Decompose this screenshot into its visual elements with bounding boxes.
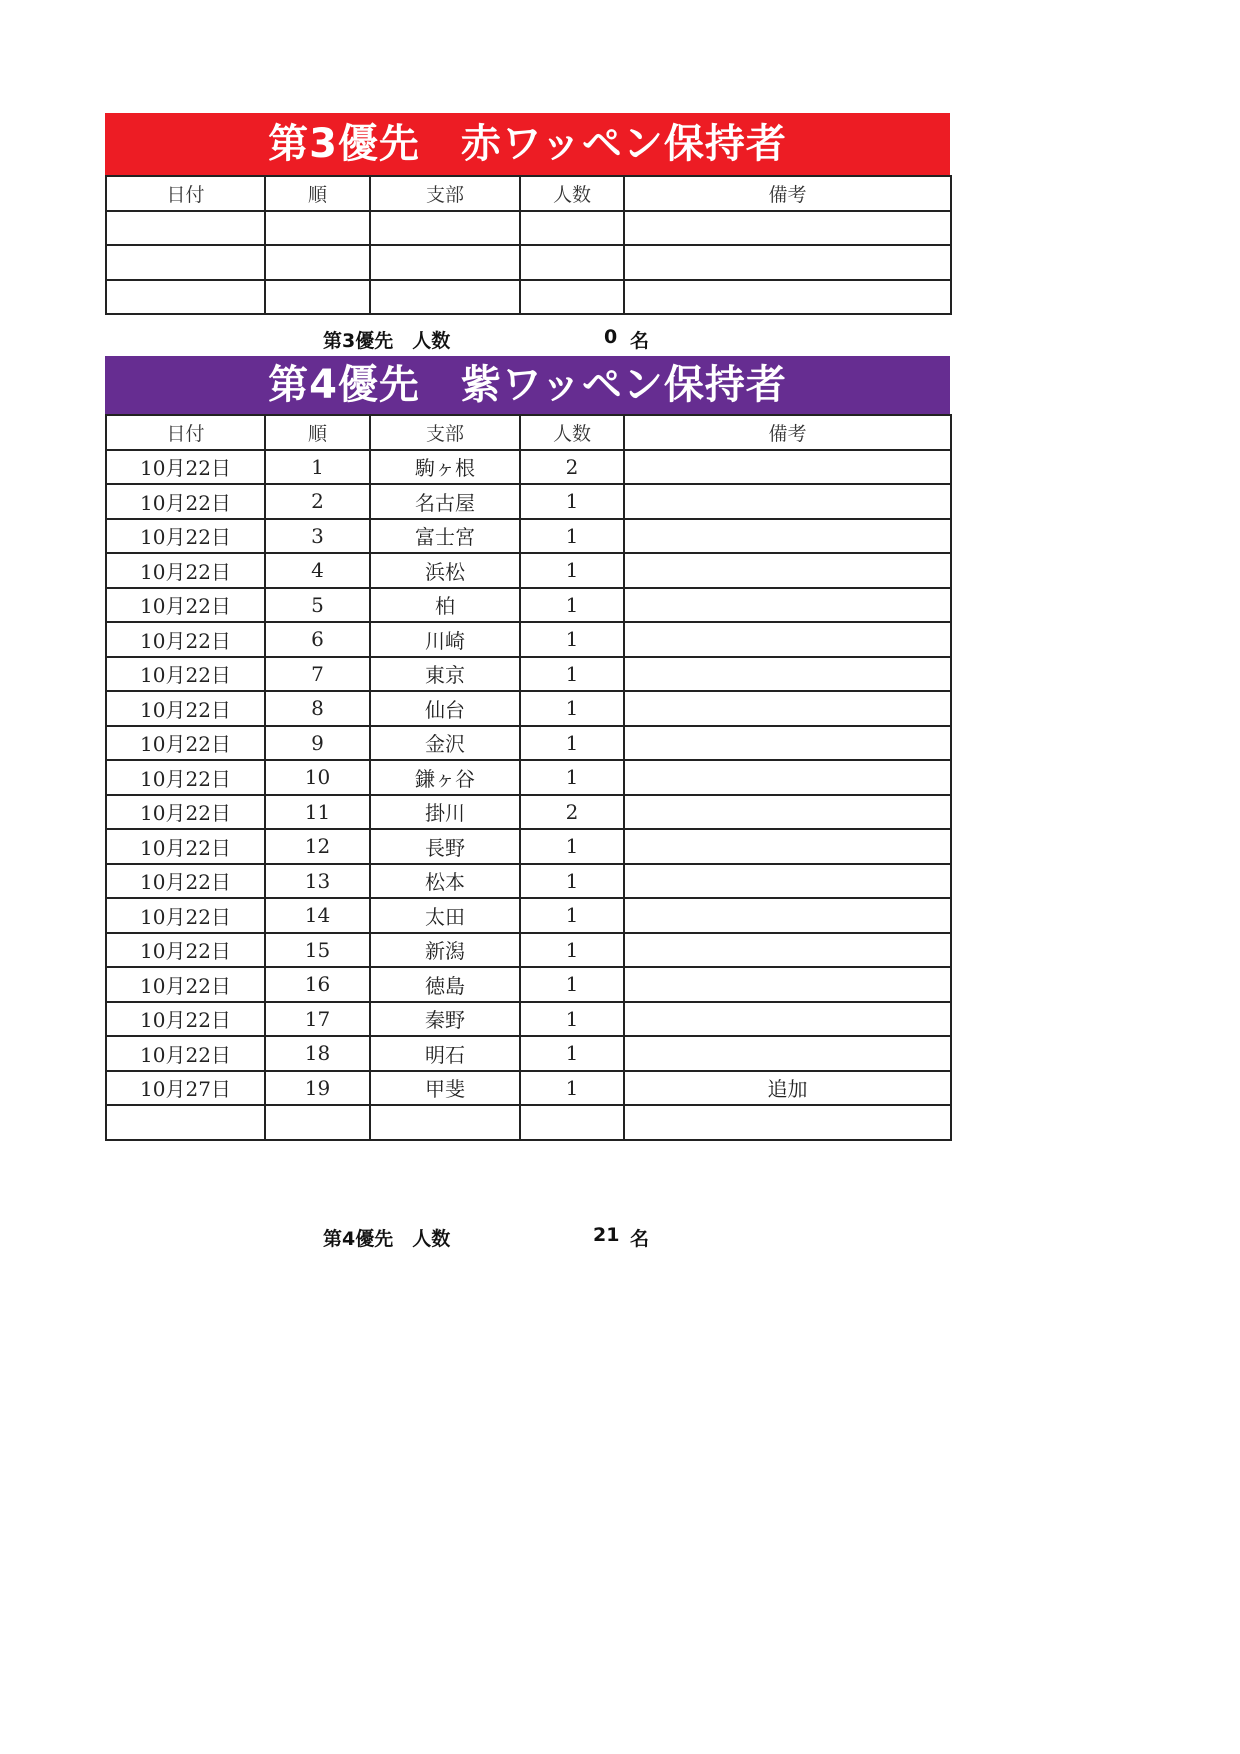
cell-date: 10月22日 (106, 553, 265, 588)
table-row (106, 1036, 951, 1071)
cell-order (265, 1105, 370, 1140)
cell-count: 1 (520, 622, 624, 657)
section-4-table-body (106, 450, 951, 1140)
cell-count: 1 (520, 933, 624, 968)
cell-date: 10月22日 (106, 795, 265, 830)
cell-branch: 甲斐 (370, 1071, 520, 1106)
cell-notes (624, 829, 951, 864)
cell-count: 2 (520, 450, 624, 485)
cell-notes (624, 450, 951, 485)
cell-date: 10月22日 (106, 829, 265, 864)
cell-count: 1 (520, 691, 624, 726)
section-3-table-body (106, 211, 951, 315)
cell-count: 1 (520, 484, 624, 519)
cell-branch: 名古屋 (370, 484, 520, 519)
table-row (106, 588, 951, 623)
cell-notes (624, 519, 951, 554)
table-row (106, 484, 951, 519)
section-3-summary (323, 326, 683, 352)
cell-count (520, 245, 624, 280)
cell-notes (624, 864, 951, 899)
cell-order: 9 (265, 726, 370, 761)
cell-date: 10月22日 (106, 898, 265, 933)
cell-date: 10月22日 (106, 1002, 265, 1037)
cell-order: 15 (265, 933, 370, 968)
summary-unit: 名 (630, 1228, 650, 1250)
cell-branch: 富士宮 (370, 519, 520, 554)
column-header-branch: 支部 (370, 415, 520, 450)
cell-count (520, 280, 624, 315)
cell-notes (624, 1002, 951, 1037)
cell-branch: 柏 (370, 588, 520, 623)
cell-branch: 仙台 (370, 691, 520, 726)
cell-branch: 秦野 (370, 1002, 520, 1037)
cell-branch: 浜松 (370, 553, 520, 588)
cell-order: 3 (265, 519, 370, 554)
section-priority-3 (105, 113, 950, 315)
section-4-summary (323, 1224, 683, 1250)
cell-date: 10月22日 (106, 1036, 265, 1071)
cell-count: 1 (520, 760, 624, 795)
cell-branch: 徳島 (370, 967, 520, 1002)
cell-branch: 長野 (370, 829, 520, 864)
table-header-row (106, 415, 951, 450)
table-row (106, 1002, 951, 1037)
cell-date: 10月22日 (106, 450, 265, 485)
cell-branch: 新潟 (370, 933, 520, 968)
column-header-date: 日付 (106, 176, 265, 211)
cell-date (106, 245, 265, 280)
cell-date (106, 211, 265, 246)
cell-order (265, 280, 370, 315)
cell-count: 2 (520, 795, 624, 830)
cell-branch (370, 280, 520, 315)
cell-date (106, 1105, 265, 1140)
cell-branch (370, 1105, 520, 1140)
column-header-order: 順 (265, 415, 370, 450)
cell-count: 1 (520, 1002, 624, 1037)
cell-count: 1 (520, 588, 624, 623)
cell-count (520, 211, 624, 246)
cell-order: 1 (265, 450, 370, 485)
cell-date: 10月22日 (106, 864, 265, 899)
table-row (106, 1105, 951, 1140)
cell-branch: 駒ヶ根 (370, 450, 520, 485)
cell-count: 1 (520, 657, 624, 692)
cell-notes (624, 933, 951, 968)
cell-order: 4 (265, 553, 370, 588)
cell-order: 2 (265, 484, 370, 519)
cell-date: 10月22日 (106, 588, 265, 623)
cell-notes (624, 280, 951, 315)
cell-date: 10月22日 (106, 726, 265, 761)
cell-count: 1 (520, 967, 624, 1002)
cell-notes: 追加 (624, 1071, 951, 1106)
table-header-row (106, 176, 951, 211)
cell-order: 17 (265, 1002, 370, 1037)
summary-label: 第4優先 人数 (323, 1228, 451, 1250)
cell-date: 10月22日 (106, 760, 265, 795)
summary-count: 21 (593, 1224, 620, 1246)
column-header-date: 日付 (106, 415, 265, 450)
cell-branch: 川崎 (370, 622, 520, 657)
section-3-title-banner: 第3優先 赤ワッペン保持者 (105, 113, 950, 175)
cell-branch: 掛川 (370, 795, 520, 830)
cell-count: 1 (520, 1036, 624, 1071)
cell-branch: 明石 (370, 1036, 520, 1071)
cell-order: 18 (265, 1036, 370, 1071)
table-row (106, 450, 951, 485)
cell-notes (624, 1105, 951, 1140)
cell-notes (624, 657, 951, 692)
cell-order: 16 (265, 967, 370, 1002)
column-header-branch: 支部 (370, 176, 520, 211)
table-row (106, 622, 951, 657)
table-row (106, 691, 951, 726)
cell-notes (624, 691, 951, 726)
cell-order: 11 (265, 795, 370, 830)
cell-order: 6 (265, 622, 370, 657)
cell-date: 10月22日 (106, 519, 265, 554)
cell-date: 10月22日 (106, 622, 265, 657)
cell-notes (624, 760, 951, 795)
section-priority-4 (105, 356, 950, 1141)
table-row (106, 726, 951, 761)
cell-date (106, 280, 265, 315)
cell-order (265, 245, 370, 280)
summary-label: 第3優先 人数 (323, 330, 451, 352)
cell-date: 10月22日 (106, 967, 265, 1002)
table-row (106, 795, 951, 830)
cell-count: 1 (520, 1071, 624, 1106)
summary-count: 0 (604, 326, 618, 348)
cell-branch: 東京 (370, 657, 520, 692)
table-row (106, 553, 951, 588)
cell-order: 19 (265, 1071, 370, 1106)
column-header-notes: 備考 (624, 415, 951, 450)
table-row (106, 211, 951, 246)
cell-order: 13 (265, 864, 370, 899)
column-header-notes: 備考 (624, 176, 951, 211)
cell-notes (624, 726, 951, 761)
cell-date: 10月22日 (106, 933, 265, 968)
cell-order: 10 (265, 760, 370, 795)
cell-notes (624, 484, 951, 519)
table-row (106, 898, 951, 933)
column-header-count: 人数 (520, 176, 624, 211)
table-row (106, 245, 951, 280)
cell-notes (624, 795, 951, 830)
cell-notes (624, 1036, 951, 1071)
cell-count (520, 1105, 624, 1140)
section-3-table (105, 175, 952, 315)
cell-count: 1 (520, 726, 624, 761)
cell-notes (624, 967, 951, 1002)
cell-notes (624, 211, 951, 246)
cell-branch: 鎌ヶ谷 (370, 760, 520, 795)
cell-count: 1 (520, 519, 624, 554)
cell-notes (624, 245, 951, 280)
column-header-count: 人数 (520, 415, 624, 450)
table-row (106, 280, 951, 315)
cell-order: 7 (265, 657, 370, 692)
cell-notes (624, 622, 951, 657)
cell-order: 14 (265, 898, 370, 933)
cell-count: 1 (520, 829, 624, 864)
cell-branch (370, 211, 520, 246)
cell-date: 10月22日 (106, 484, 265, 519)
table-row (106, 657, 951, 692)
cell-notes (624, 898, 951, 933)
table-row (106, 760, 951, 795)
cell-date: 10月27日 (106, 1071, 265, 1106)
cell-order: 12 (265, 829, 370, 864)
cell-branch: 太田 (370, 898, 520, 933)
cell-date: 10月22日 (106, 691, 265, 726)
column-header-order: 順 (265, 176, 370, 211)
table-row (106, 829, 951, 864)
cell-date: 10月22日 (106, 657, 265, 692)
table-row (106, 967, 951, 1002)
cell-branch: 金沢 (370, 726, 520, 761)
cell-order (265, 211, 370, 246)
cell-count: 1 (520, 553, 624, 588)
cell-notes (624, 588, 951, 623)
cell-branch: 松本 (370, 864, 520, 899)
section-4-title-banner: 第4優先 紫ワッペン保持者 (105, 356, 950, 414)
cell-order: 5 (265, 588, 370, 623)
cell-count: 1 (520, 864, 624, 899)
section-4-table (105, 414, 952, 1141)
cell-notes (624, 553, 951, 588)
cell-branch (370, 245, 520, 280)
cell-count: 1 (520, 898, 624, 933)
cell-order: 8 (265, 691, 370, 726)
table-row (106, 1071, 951, 1106)
table-row (106, 519, 951, 554)
table-row (106, 864, 951, 899)
summary-unit: 名 (630, 330, 650, 352)
table-row (106, 933, 951, 968)
